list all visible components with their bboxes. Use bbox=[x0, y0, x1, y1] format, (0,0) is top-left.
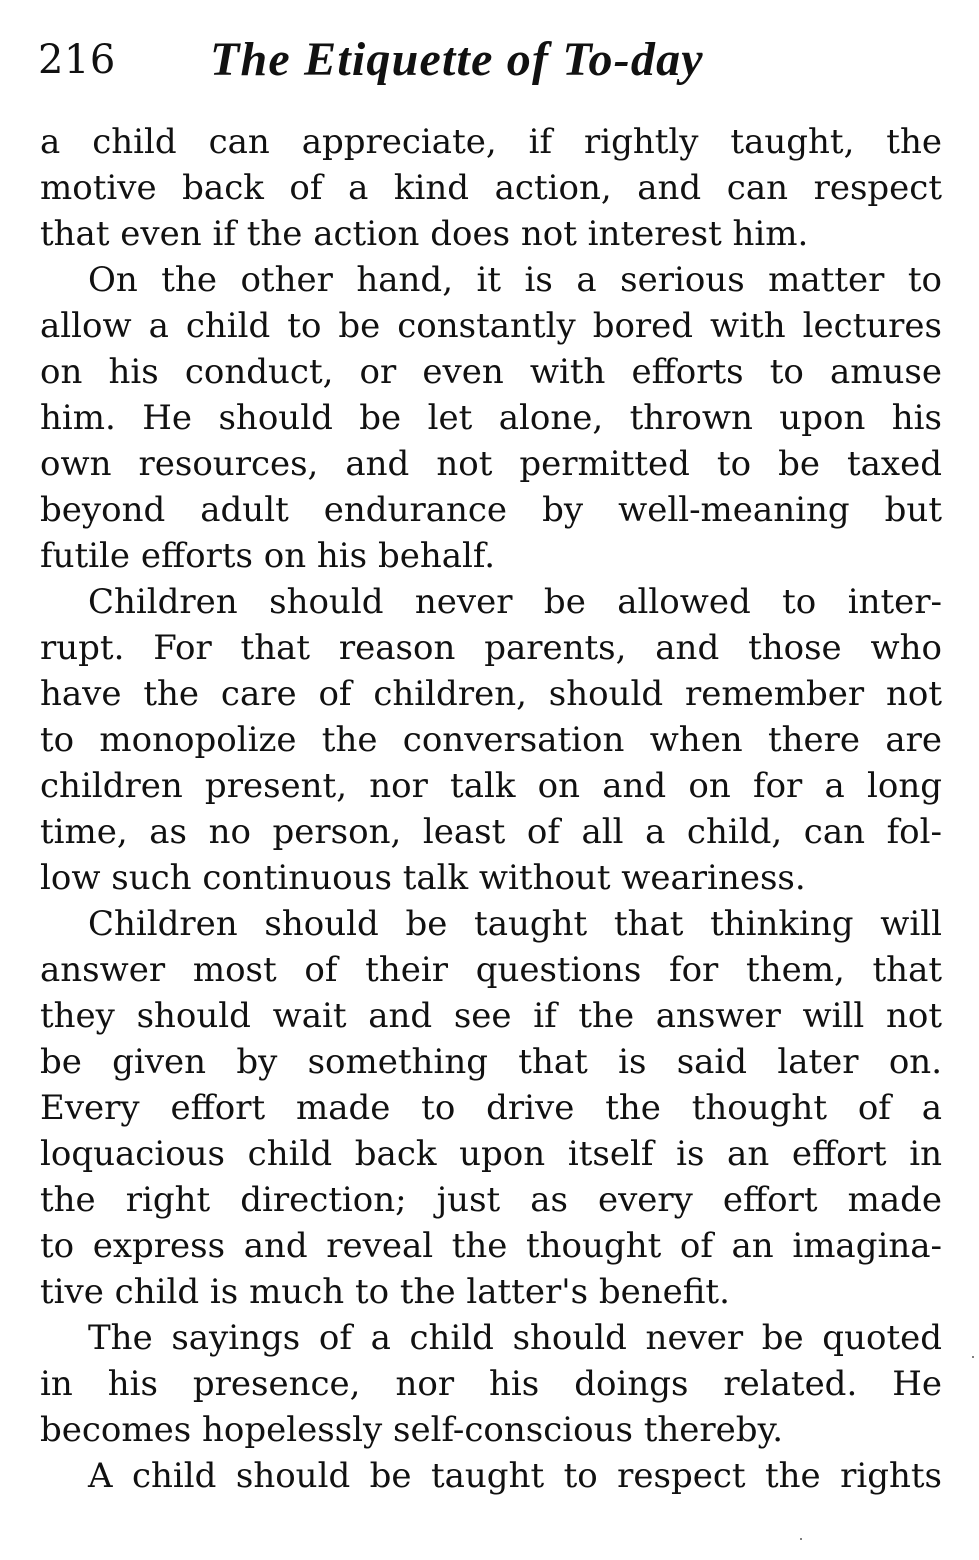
text-line: loquacious child back upon itself is an effort in bbox=[40, 1134, 942, 1174]
running-title: The Etiquette of To-day bbox=[210, 33, 704, 86]
text-line: time, as no person, least of all a child, can fol- bbox=[40, 812, 942, 852]
text-line: low such continuous talk without weariness. bbox=[40, 858, 806, 898]
text-line: be given by something that is said later on. bbox=[40, 1042, 942, 1082]
text-line: him. He should be let alone, thrown upon his bbox=[40, 398, 942, 438]
paragraph-first-line: The sayings of a child should never be quoted bbox=[88, 1318, 942, 1358]
text-line: rupt. For that reason parents, and those who bbox=[40, 628, 942, 668]
print-speck bbox=[972, 1356, 974, 1358]
text-line: own resources, and not permitted to be taxed bbox=[40, 444, 942, 484]
text-line: Every effort made to drive the thought of a bbox=[40, 1088, 942, 1128]
paragraph-first-line: On the other hand, it is a serious matter to bbox=[88, 260, 942, 300]
paragraph-first-line: Children should be taught that thinking will bbox=[88, 904, 942, 944]
page-number: 216 bbox=[38, 37, 116, 83]
text-line: a child can appreciate, if rightly taught, the bbox=[40, 122, 942, 162]
text-line: to monopolize the conversation when there are bbox=[40, 720, 942, 760]
text-line: becomes hopelessly self-conscious thereby. bbox=[40, 1410, 784, 1450]
body-text bbox=[40, 119, 942, 1499]
page-header bbox=[38, 30, 943, 90]
text-line: futile efforts on his behalf. bbox=[40, 536, 496, 576]
text-line: in his presence, nor his doings related. He bbox=[40, 1364, 942, 1404]
text-line: answer most of their questions for them, that bbox=[40, 950, 942, 990]
text-line: to express and reveal the thought of an imagina- bbox=[40, 1226, 942, 1266]
text-line: on his conduct, or even with efforts to amuse bbox=[40, 352, 942, 392]
print-speck bbox=[800, 1538, 802, 1540]
text-line: that even if the action does not interest him. bbox=[40, 214, 809, 254]
text-line: beyond adult endurance by well-meaning but bbox=[40, 490, 942, 530]
text-line: tive child is much to the latter's benefit. bbox=[40, 1272, 730, 1312]
text-line: allow a child to be constantly bored with lectures bbox=[40, 306, 942, 346]
text-line: the right direction; just as every effort made bbox=[40, 1180, 942, 1220]
text-line: have the care of children, should remember not bbox=[40, 674, 942, 714]
paragraph-first-line: Children should never be allowed to inter- bbox=[88, 582, 942, 622]
text-line: they should wait and see if the answer will not bbox=[40, 996, 942, 1036]
paragraph-first-line: A child should be taught to respect the rights bbox=[88, 1456, 942, 1496]
text-line: children present, nor talk on and on for a long bbox=[40, 766, 942, 806]
text-line: motive back of a kind action, and can respect bbox=[40, 168, 942, 208]
